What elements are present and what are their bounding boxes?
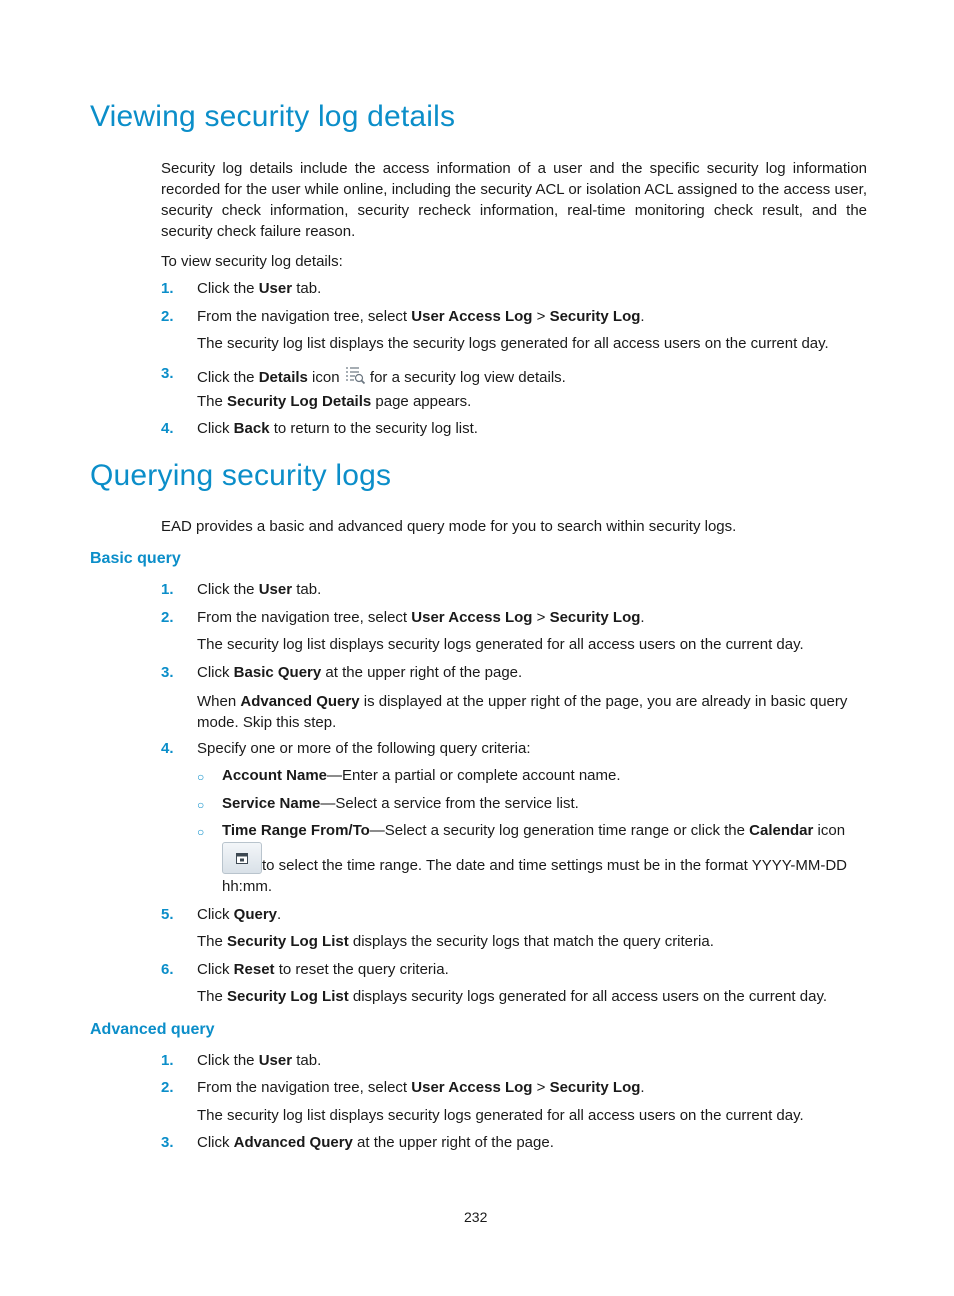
page-number: 232 <box>464 1209 488 1225</box>
bullet-marker: ○ <box>197 770 205 784</box>
step-text: Click the Details icon for a security log view details. <box>197 365 566 386</box>
step-note: The security log list displays security logs generated for all access users on the current day. <box>197 636 804 653</box>
step-text: From the navigation tree, select User Access Log > Security Log. <box>197 609 645 626</box>
lead-text: To view security log details: <box>161 253 343 270</box>
step-number: 3. <box>161 664 174 681</box>
calendar-icon <box>222 842 262 874</box>
bullet-marker: ○ <box>197 825 205 839</box>
step-note: The Security Log Details page appears. <box>197 393 472 410</box>
step-note: The Security Log List displays security logs generated for all access users on the current day. <box>197 988 827 1005</box>
step-text: From the navigation tree, select User Access Log > Security Log. <box>197 1079 645 1096</box>
step-note: The Security Log List displays the security logs that match the query criteria. <box>197 933 714 950</box>
step-number: 2. <box>161 308 174 325</box>
step-text: Click the User tab. <box>197 581 322 598</box>
step-text: Click the User tab. <box>197 280 322 297</box>
step-number: 4. <box>161 420 174 437</box>
bullet-text-continued: to select the time range. The date and time settings must be in the format YYYY-MM-DD <box>262 857 847 874</box>
step-text: Click the User tab. <box>197 1052 322 1069</box>
section-intro: Security log details include the access information of a user and the specific security log information recorded for the user while online, including the security ACL or isolation ACL assigned to the access user, security check information, security recheck information, real-time monitoring check result, and the security check failure reason. <box>161 160 867 240</box>
bullet-marker: ○ <box>197 798 205 812</box>
step-number: 1. <box>161 1052 174 1069</box>
details-list-search-icon <box>344 365 366 385</box>
step-number: 1. <box>161 280 174 297</box>
bullet-text-continued: hh:mm. <box>222 878 273 895</box>
step-text: Specify one or more of the following query criteria: <box>197 740 531 757</box>
step-number: 3. <box>161 1134 174 1151</box>
step-number: 2. <box>161 1079 174 1096</box>
bullet-text: Account Name—Enter a partial or complete account name. <box>222 767 621 784</box>
step-number: 6. <box>161 961 174 978</box>
subsection-title-basic: Basic query <box>90 550 181 567</box>
step-text: Click Basic Query at the upper right of the page. <box>197 664 523 681</box>
step-note: The security log list displays security logs generated for all access users on the current day. <box>197 1107 804 1124</box>
step-number: 3. <box>161 365 174 382</box>
step-text: Click Reset to reset the query criteria. <box>197 961 449 978</box>
step-text: From the navigation tree, select User Access Log > Security Log. <box>197 308 645 325</box>
step-number: 4. <box>161 740 174 757</box>
section-title-viewing: Viewing security log details <box>90 100 456 133</box>
section-intro: EAD provides a basic and advanced query mode for you to search within security logs. <box>161 518 737 535</box>
bullet-text: Service Name—Select a service from the service list. <box>222 795 579 812</box>
step-text: Click Back to return to the security log list. <box>197 420 478 437</box>
step-note: When Advanced Query is displayed at the upper right of the page, you are already in basic query mode. Skip this step. <box>197 693 848 731</box>
step-text: Click Query. <box>197 906 282 923</box>
section-title-querying: Querying security logs <box>90 459 392 492</box>
step-note: The security log list displays the security logs generated for all access users on the current day. <box>197 335 829 352</box>
step-text: Click Advanced Query at the upper right of the page. <box>197 1134 554 1151</box>
bullet-text: Time Range From/To—Select a security log generation time range or click the Calendar icon <box>222 822 846 839</box>
step-number: 5. <box>161 906 174 923</box>
step-number: 2. <box>161 609 174 626</box>
step-number: 1. <box>161 581 174 598</box>
subsection-title-advanced: Advanced query <box>90 1021 215 1038</box>
